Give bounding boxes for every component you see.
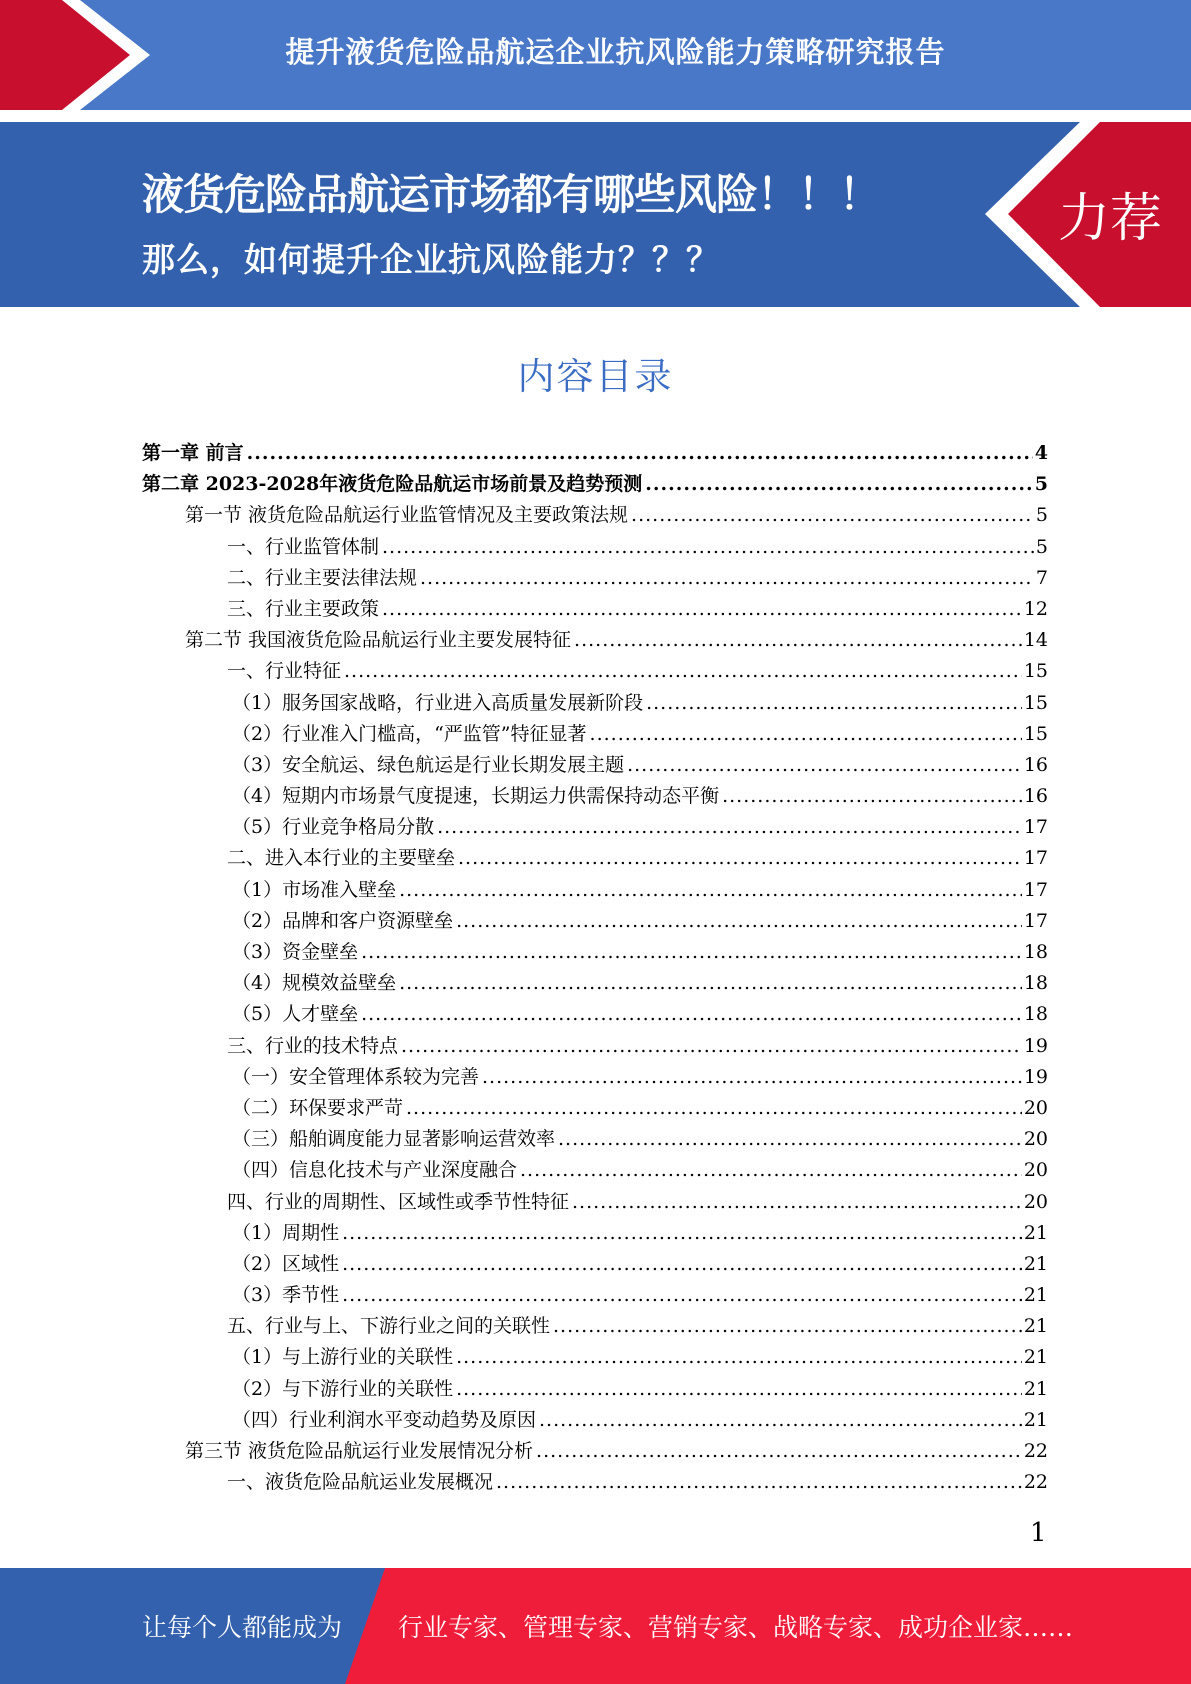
- toc-entry-page: 18: [1023, 972, 1048, 995]
- toc-dot-leader: [361, 999, 1022, 1030]
- top-banner: [0, 0, 1191, 110]
- recommend-badge: 力荐: [1058, 189, 1163, 249]
- toc-dot-leader: [627, 750, 1022, 781]
- toc-dot-leader: [401, 1031, 1022, 1062]
- toc-entry-label: （5）人才壁垒: [232, 1003, 359, 1026]
- toc-dot-leader: [382, 594, 1022, 625]
- toc-dot-leader: [342, 1249, 1022, 1280]
- toc-entry[interactable]: [142, 906, 1048, 937]
- toc-entry[interactable]: [142, 1155, 1048, 1186]
- toc-dot-leader: [399, 875, 1022, 906]
- toc-entry[interactable]: [142, 469, 1048, 500]
- toc-entry[interactable]: [142, 1218, 1048, 1249]
- toc-entry-page: 21: [1023, 1408, 1048, 1431]
- toc-entry-page: 4: [1034, 442, 1048, 464]
- hero-banner: [0, 122, 1191, 307]
- toc-entry-label: （2）与下游行业的关联性: [232, 1377, 454, 1400]
- toc-dot-leader: [406, 1093, 1022, 1124]
- toc-entry-page: 17: [1023, 847, 1048, 870]
- toc-dot-leader: [458, 843, 1022, 874]
- toc-entry-label: 第三节 液货危险品航运行业发展情况分析: [185, 1440, 534, 1462]
- toc-dot-leader: [399, 968, 1022, 999]
- page-number: 1: [1030, 1518, 1047, 1548]
- toc-entry[interactable]: [142, 999, 1048, 1030]
- toc-entry-label: （4）短期内市场景气度提速，长期运力供需保持动态平衡: [232, 785, 720, 808]
- toc-entry[interactable]: [142, 1311, 1048, 1342]
- toc-dot-leader: [382, 532, 1034, 563]
- toc-entry-page: 18: [1023, 1003, 1048, 1026]
- red-arrow-decoration: [0, 0, 160, 110]
- toc-dot-leader: [456, 1374, 1022, 1405]
- toc-entry-page: 22: [1023, 1440, 1048, 1462]
- toc-entry-label: （四）行业利润水平变动趋势及原因: [232, 1408, 537, 1431]
- toc-entry-label: 二、行业主要法律法规: [227, 566, 418, 589]
- toc-entry-label: （1）与上游行业的关联性: [232, 1346, 454, 1369]
- hero-subheadline: 那么，如何提升企业抗风险能力？？？: [142, 240, 720, 279]
- toc-entry-label: （二）环保要求严苛: [232, 1096, 404, 1119]
- toc-dot-leader: [553, 1311, 1022, 1342]
- toc-entry-page: 14: [1023, 629, 1048, 652]
- toc-entry-label: （1）周期性: [232, 1221, 340, 1244]
- toc-entry-label: （4）规模效益壁垒: [232, 972, 397, 995]
- toc-dot-leader: [342, 1280, 1022, 1311]
- toc-entry[interactable]: [142, 1436, 1048, 1467]
- table-of-contents: [142, 438, 1048, 1498]
- toc-entry-label: （2）区域性: [232, 1252, 340, 1275]
- toc-dot-leader: [344, 656, 1022, 687]
- toc-entry-label: 一、行业监管体制: [227, 535, 380, 558]
- toc-entry-page: 21: [1023, 1315, 1048, 1338]
- toc-entry[interactable]: [142, 843, 1048, 874]
- toc-entry[interactable]: [142, 1342, 1048, 1373]
- toc-dot-leader: [520, 1155, 1022, 1186]
- toc-entry-label: （1）服务国家战略，行业进入高质量发展新阶段: [232, 691, 644, 714]
- toc-entry-page: 19: [1023, 1065, 1048, 1088]
- toc-entry-page: 21: [1023, 1252, 1048, 1275]
- toc-entry-label: 四、行业的周期性、区域性或季节性特征: [227, 1190, 570, 1213]
- toc-entry[interactable]: [142, 688, 1048, 719]
- report-title: 提升液货危险品航运企业抗风险能力策略研究报告: [285, 35, 946, 69]
- toc-entry-label: （一）安全管理体系较为完善: [232, 1065, 480, 1088]
- toc-entry[interactable]: [142, 1249, 1048, 1280]
- toc-entry[interactable]: [142, 875, 1048, 906]
- toc-dot-leader: [456, 1342, 1022, 1373]
- toc-entry[interactable]: [142, 1031, 1048, 1062]
- toc-entry-page: 12: [1023, 597, 1048, 620]
- toc-entry-page: 5: [1035, 504, 1048, 527]
- toc-entry-label: （3）季节性: [232, 1284, 340, 1307]
- footer-slogan-right: 行业专家、管理专家、营销专家、战略专家、成功企业家……: [398, 1613, 1074, 1642]
- toc-entry-page: 21: [1023, 1221, 1048, 1244]
- toc-entry[interactable]: [142, 1093, 1048, 1124]
- toc-entry-page: 21: [1023, 1346, 1048, 1369]
- toc-dot-leader: [361, 937, 1022, 968]
- toc-entry-label: 第二节 我国液货危险品航运行业主要发展特征: [185, 629, 572, 652]
- toc-entry-page: 5: [1035, 535, 1048, 558]
- toc-entry-page: 21: [1023, 1284, 1048, 1307]
- toc-entry[interactable]: [142, 438, 1048, 469]
- toc-dot-leader: [456, 906, 1022, 937]
- toc-entry-label: （四）信息化技术与产业深度融合: [232, 1159, 518, 1182]
- toc-entry-page: 20: [1023, 1159, 1048, 1182]
- toc-dot-leader: [645, 469, 1033, 500]
- toc-entry[interactable]: [142, 719, 1048, 750]
- toc-dot-leader: [496, 1467, 1022, 1498]
- toc-entry-page: 16: [1023, 785, 1048, 808]
- toc-entry-label: 一、行业特征: [227, 660, 342, 683]
- toc-dot-leader: [572, 1187, 1022, 1218]
- toc-entry-label: （3）资金壁垒: [232, 941, 359, 963]
- toc-entry-page: 17: [1023, 909, 1048, 932]
- toc-entry-page: 20: [1023, 1190, 1048, 1213]
- toc-entry-page: 7: [1035, 566, 1048, 589]
- toc-entry-label: （3）安全航运、绿色航运是行业长期发展主题: [232, 753, 625, 776]
- toc-dot-leader: [590, 719, 1022, 750]
- toc-entry-label: 三、行业的技术特点: [227, 1034, 399, 1057]
- toc-entry-label: 一、液货危险品航运业发展概况: [227, 1471, 494, 1494]
- toc-entry-page: 17: [1023, 816, 1048, 839]
- toc-dot-leader: [722, 781, 1022, 812]
- toc-entry[interactable]: [142, 500, 1048, 531]
- toc-entry-label: （5）行业竞争格局分散: [232, 816, 435, 839]
- toc-entry-label: 第一章 前言: [142, 442, 244, 464]
- toc-entry[interactable]: [142, 656, 1048, 687]
- toc-entry[interactable]: [142, 1467, 1048, 1498]
- toc-entry[interactable]: [142, 594, 1048, 625]
- toc-entry-label: （1）市场准入壁垒: [232, 878, 397, 901]
- toc-entry-page: 15: [1023, 691, 1048, 714]
- toc-entry-label: （2）行业准入门槛高，“严监管”特征显著: [232, 722, 587, 745]
- toc-dot-leader: [574, 625, 1022, 656]
- toc-entry[interactable]: [142, 1374, 1048, 1405]
- toc-dot-leader: [342, 1218, 1022, 1249]
- toc-entry[interactable]: [142, 1280, 1048, 1311]
- toc-entry-label: （三）船舶调度能力显著影响运营效率: [232, 1128, 556, 1151]
- toc-entry-label: 第一节 液货危险品航运行业监管情况及主要政策法规: [185, 504, 629, 527]
- toc-dot-leader: [536, 1436, 1022, 1467]
- toc-entry-page: 18: [1023, 941, 1048, 963]
- toc-entry-page: 19: [1023, 1034, 1048, 1057]
- hero-headline: 液货危险品航运市场都有哪些风险！！！: [142, 170, 881, 219]
- toc-entry-page: 22: [1023, 1471, 1048, 1494]
- toc-entry-page: 17: [1023, 878, 1048, 901]
- toc-dot-leader: [539, 1405, 1022, 1436]
- toc-entry-page: 16: [1023, 753, 1048, 776]
- toc-dot-leader: [420, 563, 1034, 594]
- toc-dot-leader: [247, 438, 1033, 469]
- toc-dot-leader: [482, 1062, 1022, 1093]
- toc-entry-page: 20: [1023, 1128, 1048, 1151]
- toc-heading: 内容目录: [517, 355, 674, 398]
- toc-entry[interactable]: [142, 1062, 1048, 1093]
- toc-entry[interactable]: [142, 812, 1048, 843]
- footer-banner: [0, 1568, 1191, 1684]
- toc-entry[interactable]: [142, 1187, 1048, 1218]
- toc-dot-leader: [558, 1124, 1022, 1155]
- toc-dot-leader: [437, 812, 1022, 843]
- toc-entry[interactable]: [142, 625, 1048, 656]
- toc-entry[interactable]: [142, 968, 1048, 999]
- toc-entry[interactable]: [142, 937, 1048, 968]
- toc-entry-page: 20: [1023, 1096, 1048, 1119]
- toc-entry-page: 15: [1023, 660, 1048, 683]
- toc-entry-label: 五、行业与上、下游行业之间的关联性: [227, 1315, 551, 1338]
- toc-entry-label: （2）品牌和客户资源壁垒: [232, 909, 454, 932]
- toc-dot-leader: [631, 500, 1034, 531]
- toc-dot-leader: [646, 688, 1022, 719]
- toc-entry[interactable]: [142, 781, 1048, 812]
- toc-entry[interactable]: [142, 750, 1048, 781]
- footer-slogan-left: 让每个人都能成为: [142, 1613, 343, 1642]
- toc-entry[interactable]: [142, 1124, 1048, 1155]
- toc-entry[interactable]: [142, 532, 1048, 563]
- toc-entry-page: 21: [1023, 1377, 1048, 1400]
- toc-entry[interactable]: [142, 1405, 1048, 1436]
- toc-entry[interactable]: [142, 563, 1048, 594]
- toc-entry-label: 二、进入本行业的主要壁垒: [227, 847, 456, 870]
- toc-entry-page: 5: [1034, 473, 1048, 496]
- toc-entry-label: 三、行业主要政策: [227, 597, 380, 620]
- toc-entry-page: 15: [1023, 722, 1048, 745]
- toc-entry-label: 第二章 2023-2028年液货危险品航运市场前景及趋势预测: [142, 473, 643, 496]
